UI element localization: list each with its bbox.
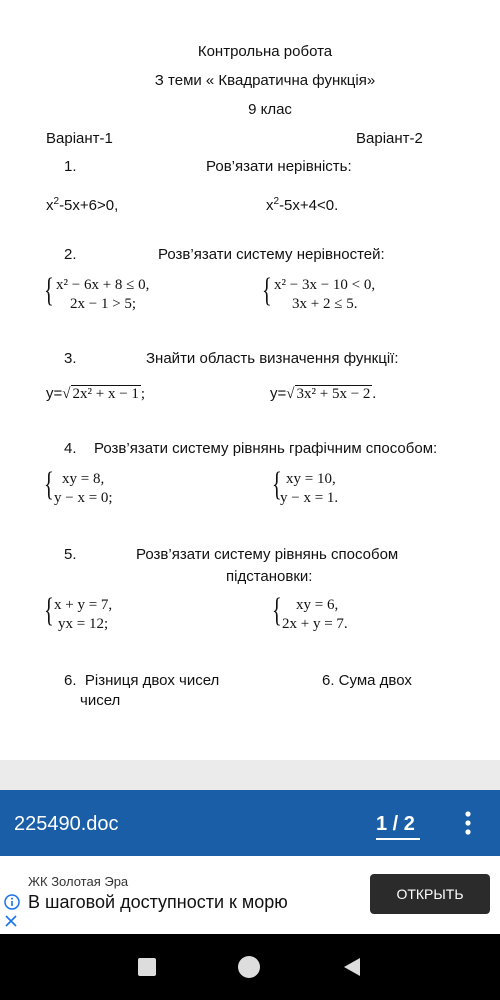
task5-title: Розв’язати систему рівнянь способом	[136, 546, 399, 563]
task5-v1-brace: {	[44, 592, 54, 629]
ad-headline[interactable]: В шаговой доступности к морю	[28, 892, 288, 912]
close-icon[interactable]	[4, 914, 18, 928]
task5-number: 5.	[64, 546, 77, 563]
task2-number: 2.	[64, 246, 77, 263]
variant1-label: Варіант-1	[46, 130, 113, 147]
task3-number: 3.	[64, 350, 77, 367]
task4-title: Розв’язати систему рівнянь графічним способом:	[94, 440, 438, 457]
document-filename[interactable]: 225490.doc	[14, 813, 119, 835]
ad-advertiser: ЖК Золотая Эра	[28, 874, 129, 889]
recent-apps-icon[interactable]	[138, 958, 156, 976]
page-indicator[interactable]: 1 / 2	[376, 813, 415, 835]
home-icon[interactable]	[238, 956, 260, 978]
task4-v2-brace: {	[272, 466, 282, 503]
task4-v2-line1: xy = 10,	[286, 471, 336, 487]
task1-v2: $x^2-5x+4<0$.	[266, 196, 339, 214]
task4-v2-line2: y − x = 1.	[280, 490, 339, 506]
task6-v2: 6. Сума двох	[322, 672, 412, 689]
task6-v1: 6. Різниця двох чисел	[64, 672, 220, 689]
ad-open-button[interactable]: ОТКРЫТЬ	[370, 874, 490, 914]
back-icon[interactable]	[342, 956, 362, 978]
task5-v1-line2: yx = 12;	[58, 616, 109, 632]
task1-title: Ров’язати нерівність:	[206, 158, 352, 175]
task5-title-line2: підстановки:	[226, 568, 313, 585]
system-nav-bar	[0, 934, 500, 1000]
task4-v1-brace: {	[44, 466, 54, 503]
task5-v2-line1: xy = 6,	[296, 597, 339, 613]
task4-v1-line2: y − x = 0;	[54, 490, 113, 506]
page-indicator-underline	[376, 838, 420, 840]
doc-title: Контрольна робота	[197, 43, 333, 60]
task2-v2-brace: {	[262, 272, 272, 309]
task1-v1: $x^2-5x+6>0$,	[46, 196, 119, 214]
task5-v2-line2: 2x + y = 7.	[282, 616, 348, 632]
task2-title: Розв’язати систему нерівностей:	[158, 246, 385, 263]
task3-v1: y=√ 2x² + x − 1 ;	[46, 385, 146, 402]
task5-v2-brace: {	[272, 592, 282, 629]
task3-title: Знайти область визначення функції:	[146, 350, 399, 367]
viewer-toolbar	[0, 790, 500, 856]
info-icon[interactable]	[4, 894, 20, 910]
task2-v1-line1: x² − 6x + 8 ≤ 0,	[56, 277, 150, 293]
doc-topic: З теми « Квадратична функція»	[154, 72, 376, 89]
task6-v1-line2: чисел	[80, 692, 121, 709]
ad-banner[interactable]	[0, 856, 500, 934]
task4-v1-line1: xy = 8,	[62, 471, 105, 487]
variant2-label: Варіант-2	[356, 130, 423, 147]
more-vert-icon[interactable]	[458, 810, 478, 836]
doc-grade: 9 клас	[248, 101, 292, 118]
task2-v2-line2: 3x + 2 ≤ 5.	[292, 296, 358, 312]
task3-v2: y=√ 3x² + 5x − 2 .	[270, 385, 377, 402]
task2-v1-brace: {	[44, 272, 54, 309]
task5-v1-line1: x + y = 7,	[54, 597, 113, 613]
task2-v1-line2: 2x − 1 > 5;	[70, 296, 137, 312]
task1-number: 1.	[64, 158, 77, 175]
task2-v2-line1: x² − 3x − 10 < 0,	[274, 277, 376, 293]
task4-number: 4.	[64, 440, 77, 457]
